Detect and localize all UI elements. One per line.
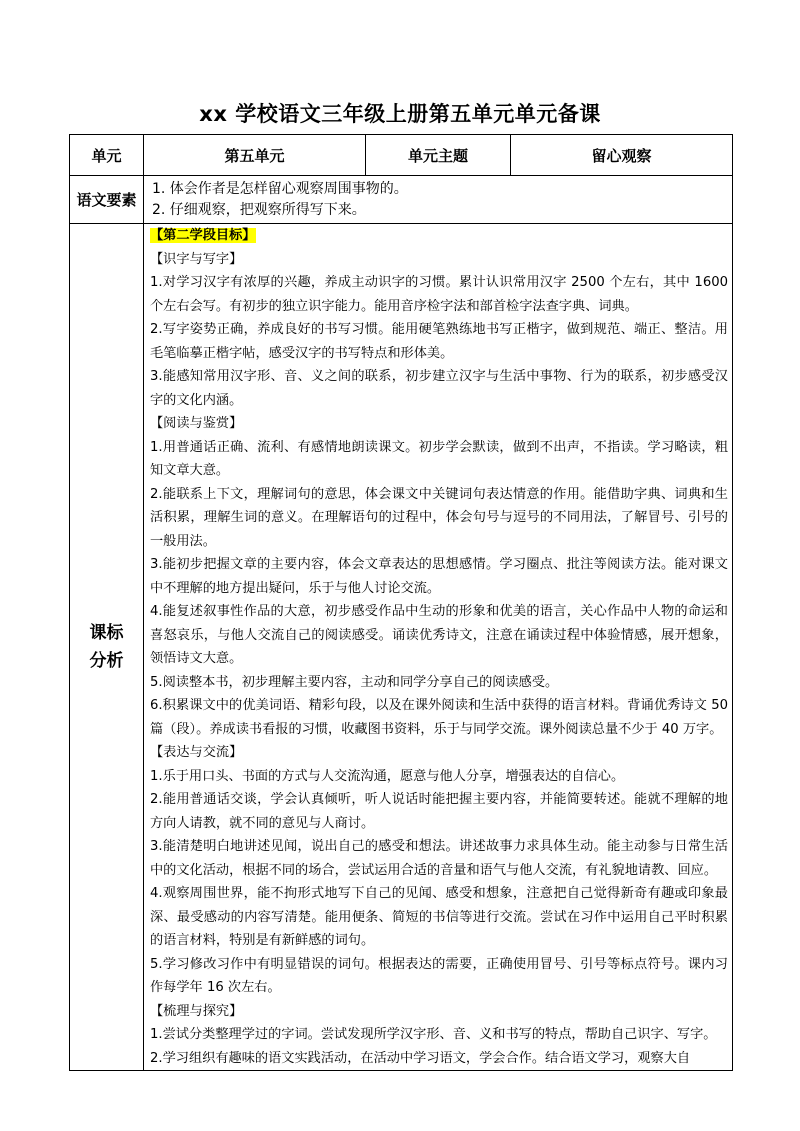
- paragraph: 2.写字姿势正确，养成良好的书写习惯。能用硬笔熟练地书写正楷字，做到规范、端正、整洁。用毛笔临摹正楷字帖，感受汉字的书写特点和形体美。: [150, 322, 728, 361]
- paragraph: 2.能联系上下文，理解词句的意思，体会课文中关键词句表达情意的作用。能借助字典、词典和生活积累，理解生词的意义。在理解语句的过程中，体会句号与逗号的不同用法，了解冒号、引号的一般用法。: [150, 486, 728, 549]
- paragraph: 3.能清楚明白地讲述见闻，说出自己的感受和想法。讲述故事力求具体生动。能主动参与日常生活中的文化活动，根据不同的场合，尝试运用合适的音量和语气与他人交流，有礼貌地请教、回应。: [150, 839, 728, 878]
- section-heading: 【识字与写字】: [150, 251, 243, 267]
- unit-value: 第五单元: [144, 135, 366, 176]
- paragraph: 5.阅读整本书，初步理解主要内容，主动和同学分享自己的阅读感受。: [150, 674, 559, 690]
- section-heading: 【阅读与鉴赏】: [150, 416, 243, 431]
- paragraph: 5.学习修改习作中有明显错误的词句。根据表达的需要，正确使用冒号、引号等标点符号。课内习作每学年 16 次左右。: [150, 956, 728, 995]
- paragraph: 1.尝试分类整理学过的字词。尝试发现所学汉字形、音、义和书写的特点，帮助自己识字、写字。: [150, 1027, 717, 1042]
- label-line: 课标: [89, 623, 124, 643]
- section-heading: 【表达与交流】: [150, 745, 243, 760]
- paragraph: 2.能用普通话交谈，学会认真倾听，听人说话时能把握主要内容，并能简要转述。能就不理解的地方向人请教，就不同的意见与人商讨。: [150, 792, 728, 831]
- paragraph: 3.能初步把握文章的主要内容，体会文章表达的思想感情。学习圈点、批注等阅读方法。能对课文中不理解的地方提出疑问，乐于与他人讨论交流。: [150, 557, 728, 596]
- language-elements-list: [144, 176, 733, 224]
- curriculum-analysis-content: [144, 224, 733, 1071]
- theme-value: 留心观察: [511, 135, 733, 176]
- unit-label: 单元: [70, 135, 144, 176]
- paragraph: 1.对学习汉字有浓厚的兴趣，养成主动识字的习惯。累计认识常用汉字 2500 个左右，其中 1600 个左右会写。有初步的独立识字能力。能用音序检字法和部首检字法查字典、词典。: [150, 275, 728, 314]
- paragraph: 2.学习组织有趣味的语文实践活动，在活动中学习语文，学会合作。结合语文学习，观察大自: [150, 1050, 691, 1066]
- paragraph: 6.积累课文中的优美词语、精彩句段，以及在课外阅读和生活中获得的语言材料。背诵优秀诗文 50 篇（段）。养成读书看报的习惯，收藏图书资料，乐于与同学交流。课外阅读总量不少于 40 万字。: [150, 698, 728, 737]
- header-row: [70, 135, 733, 176]
- paragraph: 4.能复述叙事性作品的大意，初步感受作品中生动的形象和优美的语言，关心作品中人物的命运和喜怒哀乐，与他人交流自己的阅读感受。诵读优秀诗文，注意在诵读过程中体验情感，展开想象，领悟诗文大意。: [150, 604, 728, 666]
- theme-label: 单元主题: [366, 135, 511, 176]
- paragraph: 1.用普通话正确、流利、有感情地朗读课文。初步学会默读，做到不出声，不指读。学习略读，粗知文章大意。: [150, 439, 728, 478]
- section-heading: 【梳理与探究】: [150, 1003, 243, 1019]
- curriculum-analysis-label: [70, 224, 144, 1071]
- list-item: 2. 仔细观察，把观察所得写下来。: [152, 201, 366, 218]
- list-item: 1. 体会作者是怎样留心观察周围事物的。: [152, 180, 408, 197]
- language-elements-label: 语文要素: [70, 176, 144, 224]
- paragraph: 3.能感知常用汉字形、音、义之间的联系，初步建立汉字与生活中事物、行为的联系，初步感受汉字的文化内涵。: [150, 369, 728, 408]
- curriculum-analysis-row: [70, 224, 733, 1071]
- lesson-plan-table: [69, 134, 733, 1071]
- page-title: xx 学校语文三年级上册第五单元单元备课: [199, 102, 601, 126]
- language-elements-row: [70, 176, 733, 224]
- paragraph: 4.观察周围世界，能不拘形式地写下自己的见闻、感受和想象，注意把自己觉得新奇有趣或印象最深、最受感动的内容写清楚。能用便条、简短的书信等进行交流。尝试在习作中运用自己平时积累的语言材料，特别是有新鲜感的词句。: [150, 886, 728, 948]
- label-line: 分析: [89, 651, 124, 671]
- stage-goal-heading: 【第二学段目标】: [150, 228, 256, 243]
- paragraph: 1.乐于用口头、书面的方式与人交流沟通，愿意与他人分享，增强表达的自信心。: [150, 768, 625, 784]
